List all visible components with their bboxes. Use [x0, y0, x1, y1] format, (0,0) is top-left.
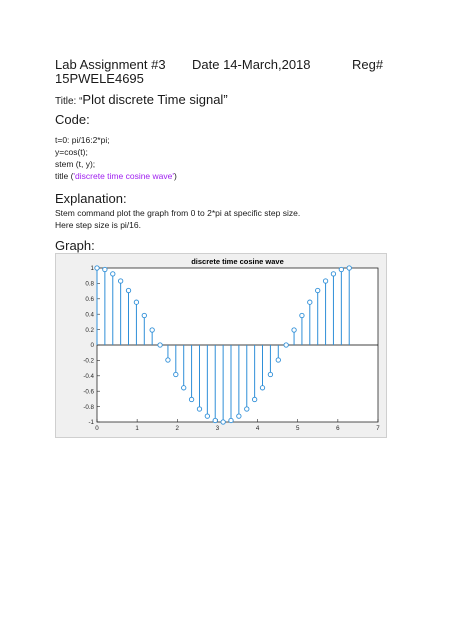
stem-marker — [174, 372, 178, 376]
lab-assignment-label: Lab Assignment #3 — [55, 57, 166, 72]
stem-marker — [158, 343, 162, 347]
stem-marker — [118, 279, 122, 283]
code-line-2: y=cos(t); — [55, 147, 88, 157]
y-tick-label: 0.6 — [85, 296, 94, 303]
y-tick-label: 0 — [90, 342, 94, 350]
stem-marker — [308, 300, 312, 304]
stem-marker — [260, 386, 264, 390]
x-tick-label: 4 — [255, 425, 260, 432]
stem-marker — [134, 300, 138, 304]
y-tick-label: -0.4 — [83, 373, 94, 380]
y-tick-label: -0.8 — [83, 403, 94, 411]
x-tick-label: 3 — [215, 425, 220, 432]
stem-marker — [95, 266, 99, 270]
stem-marker — [292, 328, 296, 332]
stem-marker — [103, 267, 107, 271]
y-tick-label: 0.4 — [85, 311, 94, 319]
date-label: Date 14-March,2018 — [192, 57, 311, 72]
graph-heading: Graph: — [55, 238, 95, 253]
code-title-suffix: ) — [174, 171, 177, 181]
y-tick-label: 1 — [90, 265, 94, 273]
stem-marker — [126, 288, 130, 292]
title-text: Plot discrete Time signal” — [82, 92, 228, 107]
code-heading: Code: — [55, 112, 90, 127]
stem-marker — [323, 279, 327, 283]
stem-marker — [237, 414, 241, 418]
stem-marker — [229, 418, 233, 422]
stem-marker — [300, 313, 304, 317]
stem-marker — [268, 372, 272, 376]
stem-marker — [189, 397, 193, 401]
x-tick-label: 6 — [336, 425, 340, 432]
code-line-3: stem (t, y); — [55, 159, 96, 169]
code-title-string: 'discrete time cosine wave' — [73, 171, 174, 181]
stem-marker — [150, 328, 154, 332]
chart-title: discrete time cosine wave — [191, 257, 284, 266]
stem-marker — [339, 267, 343, 271]
stem-marker — [331, 272, 335, 276]
reg-number: 15PWELE4695 — [55, 71, 144, 86]
stem-marker — [221, 420, 225, 424]
explanation-line-2: Here step size is pi/16. — [55, 220, 141, 230]
stem-marker — [197, 407, 201, 411]
stem-marker — [245, 407, 249, 411]
stem-marker — [213, 418, 217, 422]
title-line — [55, 92, 228, 107]
figure-window — [55, 253, 387, 438]
stem-plot — [56, 254, 386, 437]
x-tick-label: 5 — [295, 425, 300, 432]
x-tick-label: 1 — [135, 425, 139, 432]
y-tick-label: -0.6 — [83, 388, 94, 396]
stem-marker — [276, 358, 280, 362]
x-tick-label: 7 — [376, 425, 380, 432]
stem-marker — [166, 358, 170, 362]
stem-marker — [316, 288, 320, 292]
title-label: Title: “ — [55, 96, 83, 107]
y-tick-label: 0.2 — [85, 326, 94, 334]
explanation-line-1: Stem command plot the graph from 0 to 2*pi at specific step size. — [55, 208, 301, 218]
x-tick-label: 0 — [95, 425, 99, 432]
stem-marker — [252, 397, 256, 401]
y-tick-label: 0.8 — [85, 280, 94, 288]
x-tick-label: 2 — [175, 425, 180, 432]
reg-label: Reg# — [352, 57, 384, 72]
code-line-4 — [55, 170, 177, 182]
stem-marker — [347, 266, 351, 270]
stem-marker — [182, 386, 186, 390]
y-tick-label: -1 — [88, 419, 94, 427]
code-title-prefix: title ( — [55, 171, 74, 181]
stem-marker — [111, 272, 115, 276]
stem-marker — [142, 313, 146, 317]
stem-marker — [205, 414, 209, 418]
stem-marker — [284, 343, 288, 347]
explanation-heading: Explanation: — [55, 191, 127, 206]
code-line-1: t=0: pi/16:2*pi; — [55, 135, 110, 145]
y-tick-label: -0.2 — [83, 357, 94, 365]
